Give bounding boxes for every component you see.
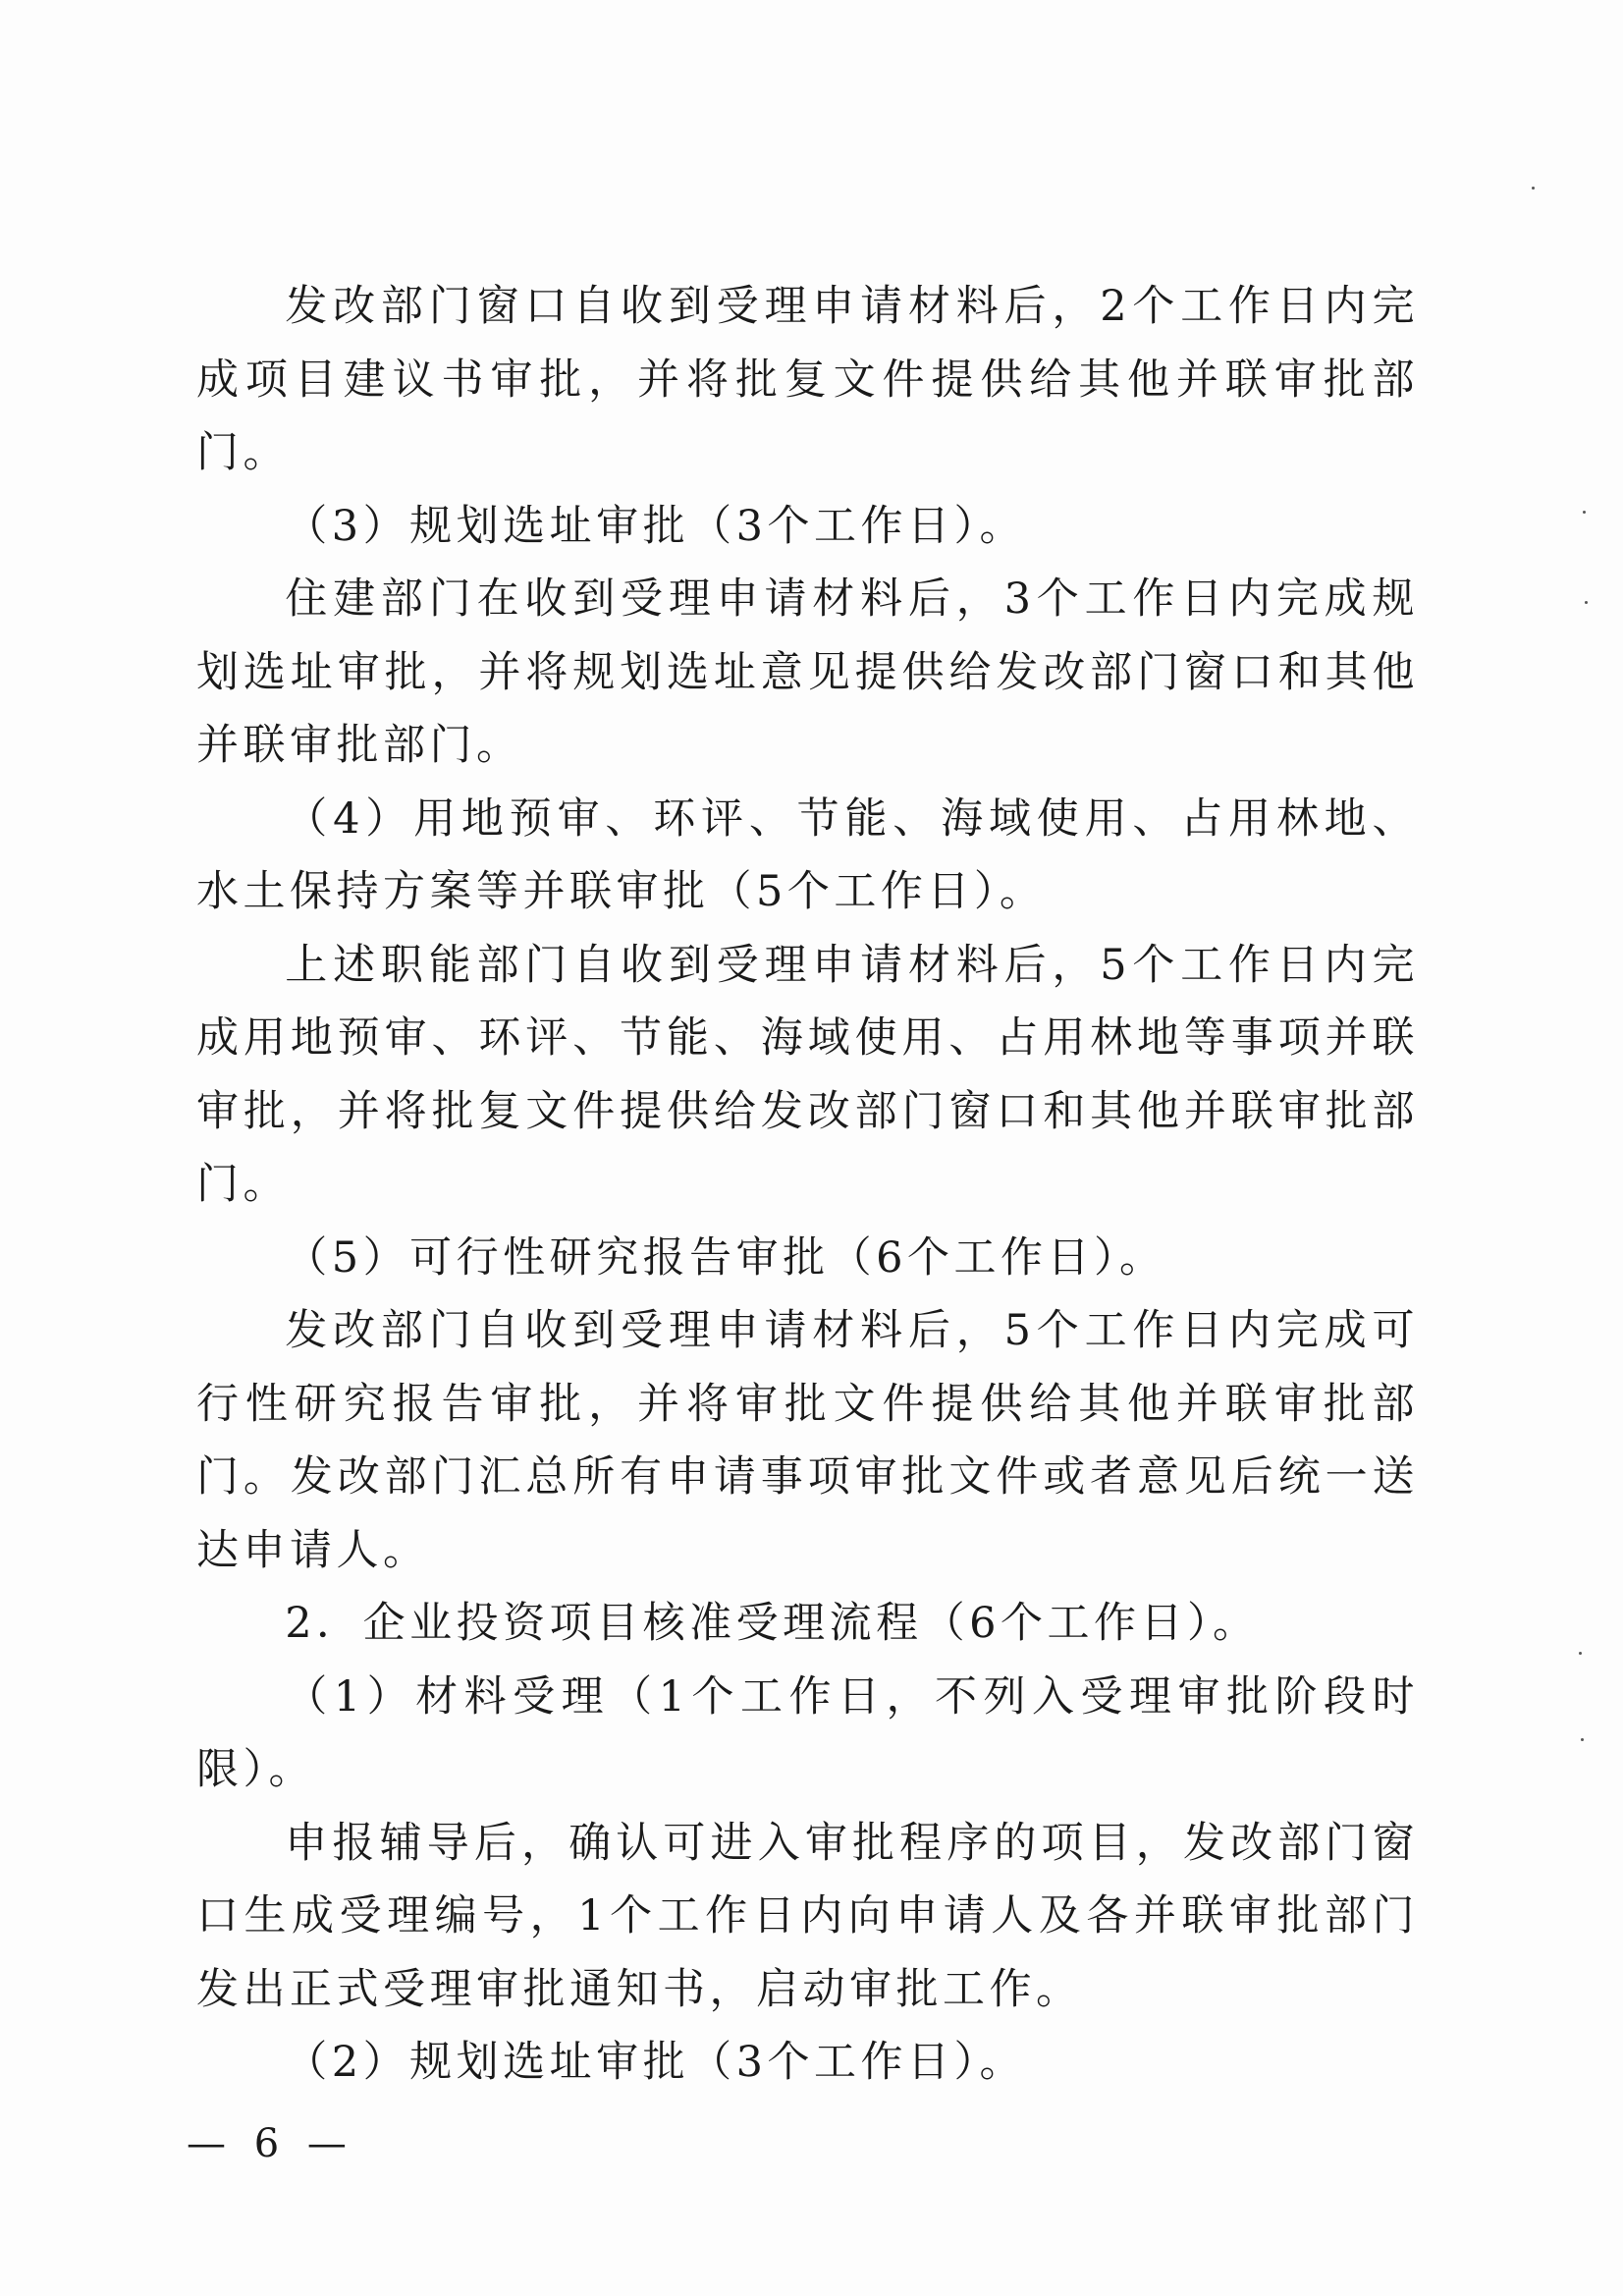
page-number: — 6 — <box>187 2121 354 2166</box>
paragraph-4: 发改部门自收到受理申请材料后，5个工作日内完成可行性研究报告审批，并将审批文件提供给其他并联审批部门。发改部门汇总所有申请事项审批文件或者意见后统一送达申请人。 <box>196 1306 1419 1575</box>
section-heading-3: （3）规划选址审批（3个工作日）。 <box>285 501 1027 551</box>
paragraph-5: 申报辅导后，确认可进入审批程序的项目，发改部门窗口生成受理编号，1个工作日内向申请人及各并联审批部门发出正式受理审批通知书，启动审批工作。 <box>196 1818 1419 2014</box>
scan-speck <box>1579 1652 1582 1655</box>
section-heading-2-1: （1）材料受理（1个工作日，不列入受理审批阶段时限）。 <box>196 1671 1419 1794</box>
paragraph-2: 住建部门在收到受理申请材料后，3个工作日内完成规划选址审批，并将规划选址意见提供给发改部门窗口和其他并联审批部门。 <box>196 574 1419 770</box>
section-heading-2-2: （2）规划选址审批（3个工作日）。 <box>285 2038 1027 2087</box>
scan-speck <box>1532 187 1535 190</box>
scan-speck <box>1585 601 1588 604</box>
scan-speck <box>1581 1738 1584 1741</box>
section-heading-5: （5）可行性研究报告审批（6个工作日）。 <box>285 1232 1166 1283</box>
paragraph-1: 发改部门窗口自收到受理申请材料后，2个工作日内完成项目建议书审批，并将批复文件提供给其他并联审批部门。 <box>196 282 1419 477</box>
paragraph-3: 上述职能部门自收到受理申请材料后，5个工作日内完成用地预审、环评、节能、海域使用、占用林地等事项并联审批，并将批复文件提供给发改部门窗口和其他并联审批部门。 <box>196 940 1419 1209</box>
body-text <box>196 270 1419 2100</box>
scan-speck <box>1583 511 1586 514</box>
section-heading-2-main: 2．企业投资项目核准受理流程（6个工作日）。 <box>285 1599 1260 1648</box>
section-heading-4: （4）用地预审、环评、节能、海域使用、占用林地、水土保持方案等并联审批（5个工作日）。 <box>196 793 1419 916</box>
